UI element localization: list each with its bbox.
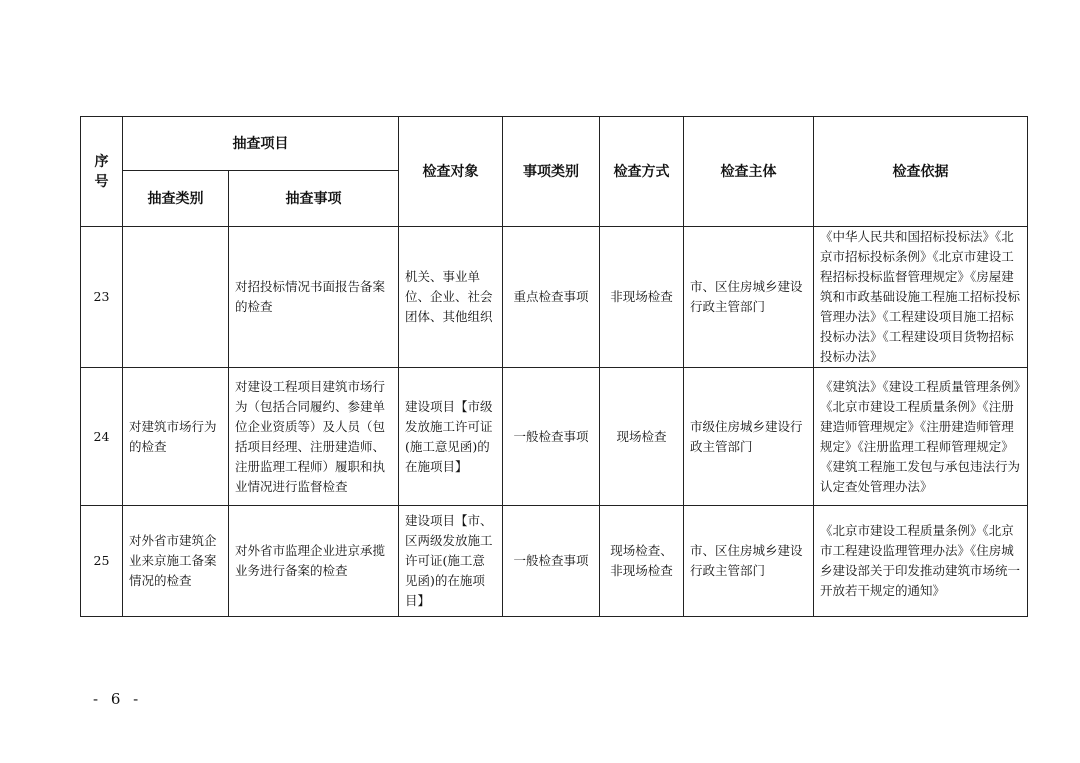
header-row-top [81,117,1028,171]
table-row [81,506,1028,617]
row-seq: 23 [81,227,123,368]
page-number: - 6 - [93,690,143,708]
header-type: 事项类别 [503,117,600,227]
row-seq: 24 [81,368,123,506]
inspection-table [80,116,1028,617]
row-method: 非现场检查 [600,227,684,368]
row-subject: 市、区住房城乡建设行政主管部门 [684,506,814,617]
header-matter: 抽查事项 [229,171,399,227]
row-method: 现场检查 [600,368,684,506]
row-object: 建设项目【市、区两级发放施工许可证(施工意见函)的在施项目】 [399,506,503,617]
header-object: 检查对象 [399,117,503,227]
row-matter: 对招投标情况书面报告备案的检查 [229,227,399,368]
row-basis: 《中华人民共和国招标投标法》《北京市招标投标条例》《北京市建设工程招标投标监督管理规定》《房屋建筑和市政基础设施工程施工招标投标管理办法》《工程建设项目施工招标投标办法》《工程建设项目货物招标投标办法》 [814,227,1028,368]
row-basis: 《建筑法》《建设工程质量管理条例》《北京市建设工程质量条例》《注册建造师管理规定》《注册建造师管理规定》《注册监理工程师管理规定》《建筑工程施工发包与承包违法行为认定查处管理办法》 [814,368,1028,506]
header-item-group: 抽查项目 [123,117,399,171]
table-row [81,368,1028,506]
row-matter: 对外省市监理企业进京承揽业务进行备案的检查 [229,506,399,617]
header-basis: 检查依据 [814,117,1028,227]
row-category: 对外省市建筑企业来京施工备案情况的检查 [123,506,229,617]
header-seq: 序号 [81,117,123,227]
row-type: 一般检查事项 [503,368,600,506]
row-category: 对建筑市场行为的检查 [123,368,229,506]
row-type: 重点检查事项 [503,227,600,368]
row-method: 现场检查、非现场检查 [600,506,684,617]
row-matter: 对建设工程项目建筑市场行为（包括合同履约、参建单位企业资质等）及人员（包括项目经理、注册建造师、注册监理工程师）履职和执业情况进行监督检查 [229,368,399,506]
row-category [123,227,229,368]
row-type: 一般检查事项 [503,506,600,617]
row-object: 机关、事业单位、企业、社会团体、其他组织 [399,227,503,368]
header-method: 检查方式 [600,117,684,227]
header-category: 抽查类别 [123,171,229,227]
row-seq: 25 [81,506,123,617]
row-object: 建设项目【市级发放施工许可证(施工意见函)的在施项目】 [399,368,503,506]
row-basis: 《北京市建设工程质量条例》《北京市工程建设监理管理办法》《住房城乡建设部关于印发推动建筑市场统一开放若干规定的通知》 [814,506,1028,617]
row-subject: 市、区住房城乡建设行政主管部门 [684,227,814,368]
header-subject: 检查主体 [684,117,814,227]
row-subject: 市级住房城乡建设行政主管部门 [684,368,814,506]
table-row [81,227,1028,368]
